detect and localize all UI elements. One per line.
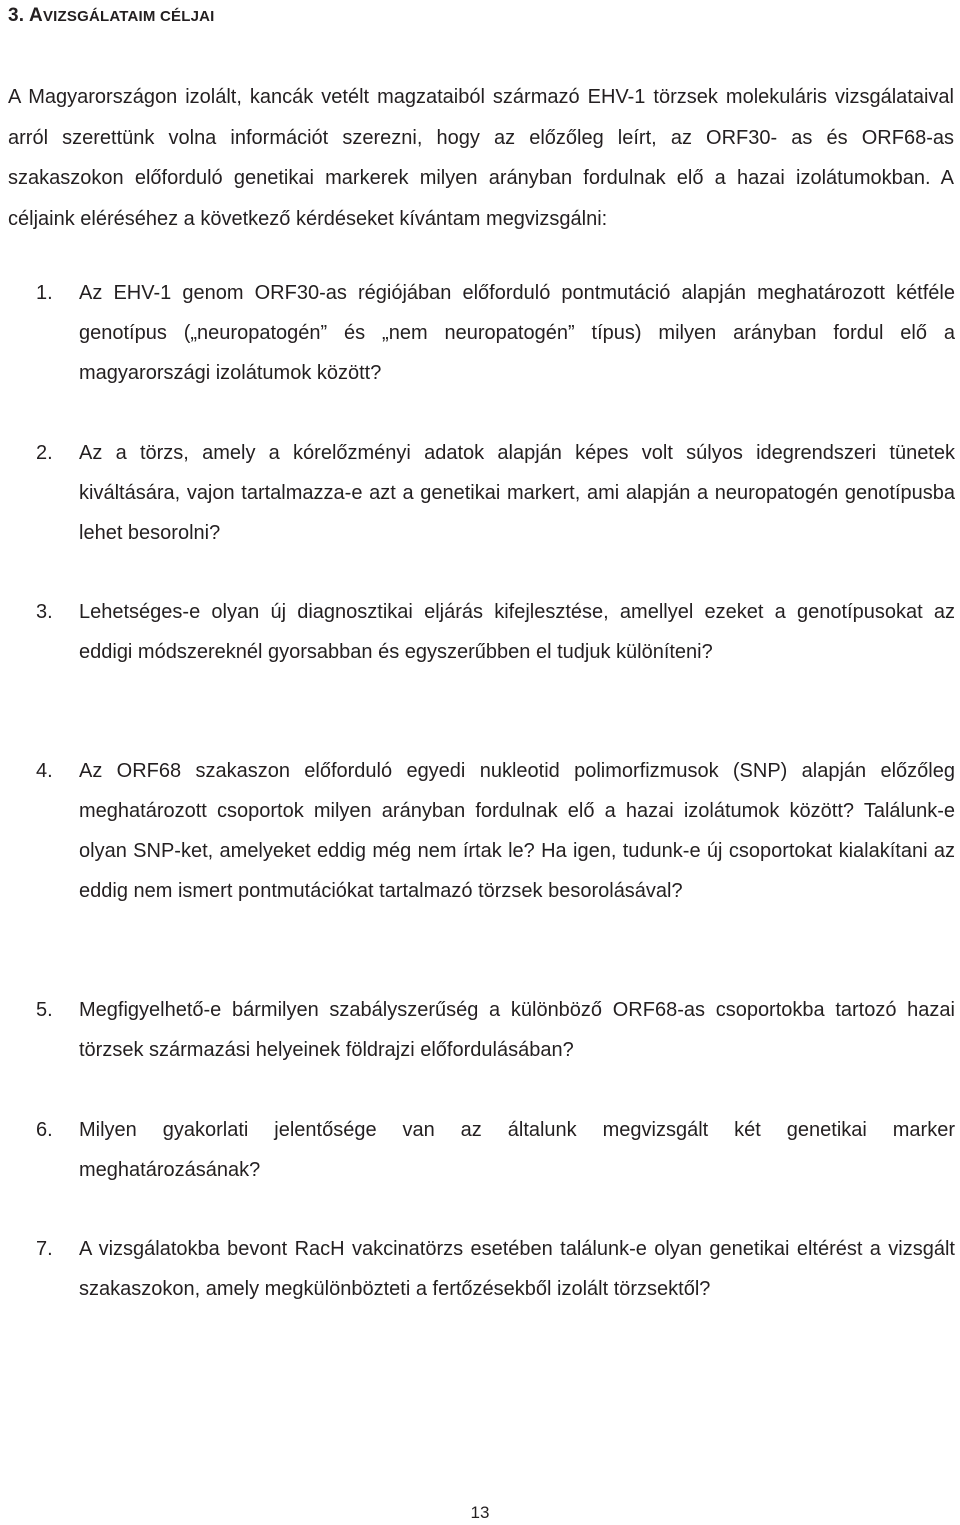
question-number: 7. (36, 1238, 53, 1260)
list-item (36, 1229, 955, 1309)
list-item (36, 990, 955, 1070)
question-text: Az a törzs, amely a kórelőzményi adatok alapján képes volt súlyos idegrendszeri tünetek kiváltására, vajon tartalmazza-e azt a genetikai markert, ami alapján a neuropatogén genotípusba lehet besorolni? (79, 442, 955, 544)
list-item (36, 1110, 955, 1190)
question-text: Milyen gyakorlati jelentősége van az általunk megvizsgált két genetikai marker meghatározásának? (79, 1119, 955, 1181)
question-number: 1. (36, 282, 53, 304)
list-item (36, 273, 955, 393)
question-number: 6. (36, 1119, 53, 1141)
list-item (36, 751, 955, 911)
question-number: 2. (36, 442, 53, 464)
section-number: 3. (8, 5, 25, 26)
question-text: Lehetséges-e olyan új diagnosztikai eljárás kifejlesztése, amellyel ezeket a genotípusokat az eddigi módszereknél gyorsabban és egyszerűbben el tudjuk különíteni? (79, 601, 955, 663)
question-text: A vizsgálatokba bevont RacH vakcinatörzs esetében találunk-e olyan genetikai eltérést a vizsgált szakaszokon, amely megkülönbözteti a fertőzésekből izolált törzsektől? (79, 1238, 955, 1300)
section-title-rest: VIZSGÁLATAIM CÉLJAI (42, 8, 215, 25)
intro-paragraph: A Magyarországon izolált, kancák vetélt magzataiból származó EHV-1 törzsek molekuláris vizsgálataival arról szerettünk volna információt szerezni, hogy az előzőleg leírt, az ORF30- as és ORF68-as szakaszokon előforduló genetikai markerek milyen arányban fordulnak elő a hazai izolátumokban. A céljaink eléréséhez a következő kérdéseket kívántam megvizsgálni: (8, 86, 954, 230)
question-text: Megfigyelhető-e bármilyen szabályszerűség a különböző ORF68-as csoportokba tartozó hazai törzsek származási helyeinek földrajzi előfordulásában? (79, 999, 955, 1061)
question-text: Az ORF68 szakaszon előforduló egyedi nukleotid polimorfizmusok (SNP) alapján előzőleg meghatározott csoportok milyen arányban fordulnak elő a hazai izolátumok között? Találunk-e olyan SNP-ket, amelyeket eddig még nem írtak le? Ha igen, tudunk-e új csoportokat kialakítani az eddig nem ismert pontmutációkat tartalmazó törzsek besorolásával? (79, 760, 955, 902)
question-number: 4. (36, 760, 53, 782)
section-title-initial: A (29, 5, 43, 26)
question-number: 5. (36, 999, 53, 1021)
question-number: 3. (36, 601, 53, 623)
list-item (36, 592, 955, 672)
section-heading (8, 3, 215, 30)
list-item (36, 433, 955, 553)
page-number: 13 (470, 1503, 490, 1522)
question-text: Az EHV-1 genom ORF30-as régiójában előforduló pontmutáció alapján meghatározott kétféle genotípus („neuropatogén” és „nem neuropatogén” típus) milyen arányban fordul elő a magyarországi izolátumok között? (79, 282, 955, 384)
